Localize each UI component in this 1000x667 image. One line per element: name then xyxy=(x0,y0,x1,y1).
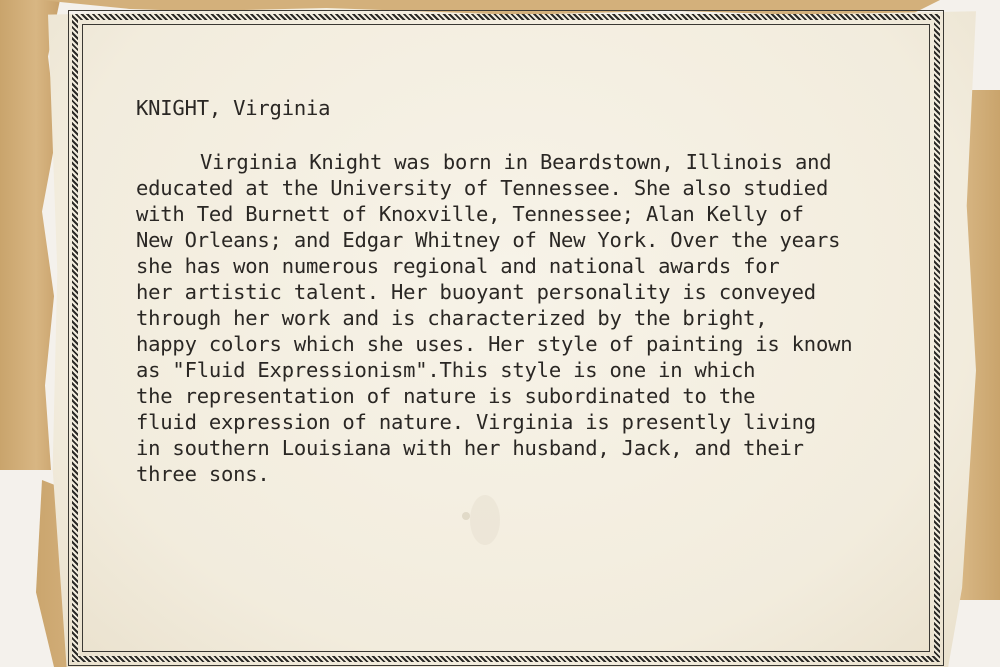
paragraph-line: three sons. xyxy=(136,462,270,486)
paragraph-line: her artistic talent. Her buoyant personality is conveyed xyxy=(136,280,816,304)
paragraph-line: through her work and is characterized by the bright, xyxy=(136,306,768,330)
paragraph-line: fluid expression of nature. Virginia is presently living xyxy=(136,410,816,434)
paragraph-line: educated at the University of Tennessee. She also studied xyxy=(136,176,829,200)
paragraph-line: New Orleans; and Edgar Whitney of New York. Over the years xyxy=(136,228,841,252)
biography-paragraph xyxy=(136,149,926,487)
paragraph-line: Virginia Knight was born in Beardstown, Illinois and xyxy=(200,150,832,174)
document-heading: KNIGHT, Virginia xyxy=(136,96,331,120)
paragraph-line: she has won numerous regional and national awards for xyxy=(136,254,780,278)
biography-text xyxy=(136,95,926,487)
paragraph-line: the representation of nature is subordinated to the xyxy=(136,384,756,408)
paragraph-line: as "Fluid Expressionism".This style is one in which xyxy=(136,358,756,382)
paragraph-line: in southern Louisiana with her husband, Jack, and their xyxy=(136,436,804,460)
ink-smudge xyxy=(462,512,470,520)
paper-stain xyxy=(470,495,500,545)
paragraph-line: with Ted Burnett of Knoxville, Tennessee; Alan Kelly of xyxy=(136,202,804,226)
paragraph-line: happy colors which she uses. Her style of painting is known xyxy=(136,332,853,356)
